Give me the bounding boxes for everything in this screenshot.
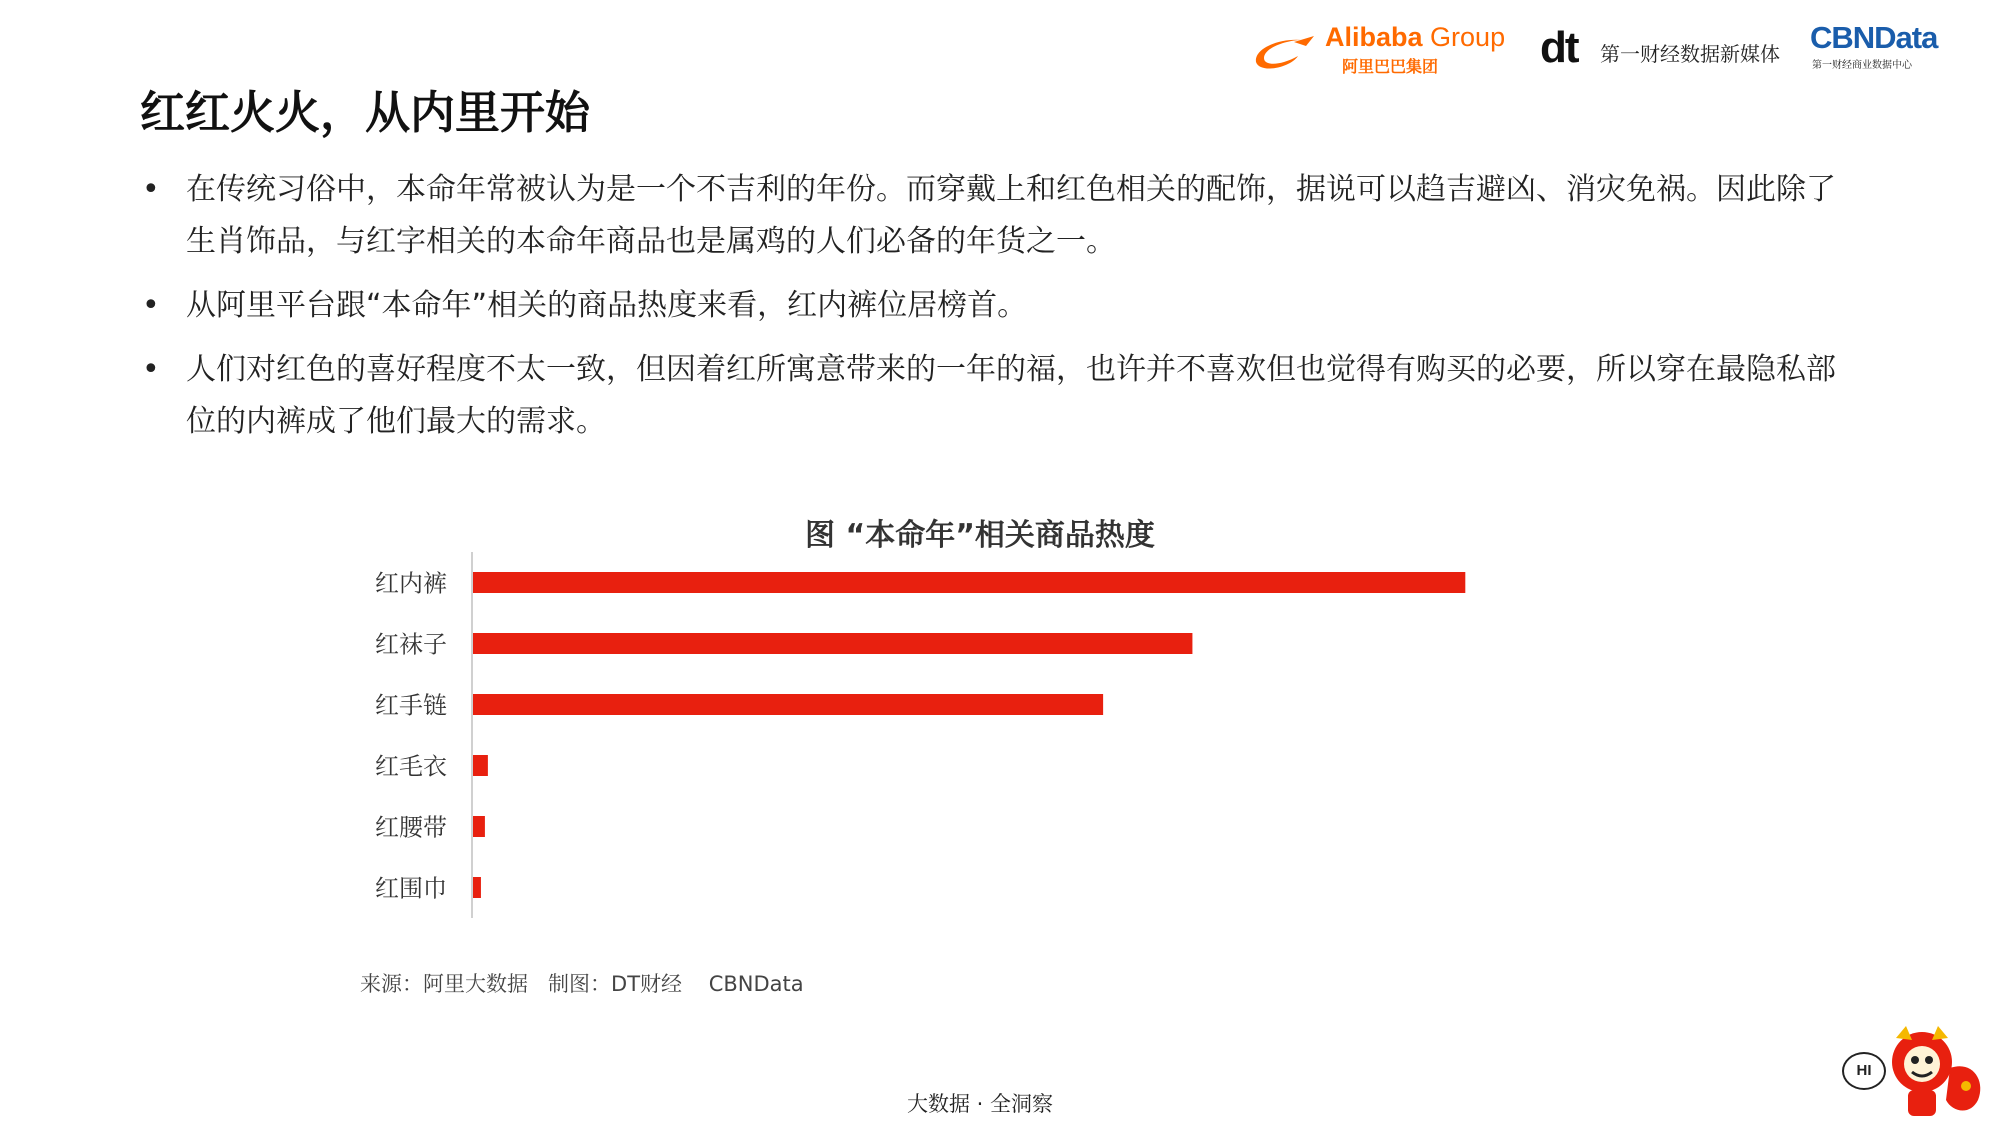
- category-label: 红手链: [375, 691, 447, 720]
- category-label: 红袜子: [375, 630, 447, 659]
- footer-tagline: 大数据 · 全洞察: [906, 1092, 1054, 1116]
- cbn-mark: CBNData: [1810, 20, 1938, 55]
- bullet-dot: •: [142, 288, 160, 323]
- hi-bubble: HI: [1842, 1052, 1886, 1090]
- source-note: 来源：阿里大数据 制图：DT财经 CBNData: [360, 972, 804, 996]
- chart-title: 图 “本命年”相关商品热度: [805, 518, 1155, 553]
- category-label: 红毛衣: [375, 752, 447, 781]
- alibaba-cn-name: 阿里巴巴集团: [1342, 57, 1439, 76]
- page-title: 红红火火，从内里开始: [140, 86, 591, 139]
- category-label: 红内裤: [375, 569, 447, 598]
- bullet-text: 在传统习俗中，本命年常被认为是一个不吉利的年份。而穿戴上和红色相关的配饰，据说可以趋吉避凶、消灾免祸。因此除了生肖饰品，与红字相关的本命年商品也是属鸡的人们必备的年货之一。: [186, 172, 1836, 259]
- category-label: 红围巾: [375, 874, 447, 903]
- lion-dance-mascot: [1842, 1020, 1992, 1120]
- alibaba-name: Alibaba: [1325, 22, 1423, 52]
- dt-text: 第一财经数据新媒体: [1600, 42, 1780, 66]
- bullet-dot: •: [142, 352, 160, 387]
- lion-mascot-icon: [1882, 1020, 1992, 1120]
- bar-红内裤: [473, 572, 1465, 593]
- bullet-dot: •: [142, 172, 160, 207]
- bar-红毛衣: [473, 755, 488, 776]
- bullet-text: 人们对红色的喜好程度不太一致，但因着红所寓意带来的一年的福，也许并不喜欢但也觉得有购买的必要，所以穿在最隐私部位的内裤成了他们最大的需求。: [186, 352, 1836, 439]
- cbn-sub: 第一财经商业数据中心: [1812, 60, 1912, 71]
- bar-红袜子: [473, 633, 1192, 654]
- bullet-text: 从阿里平台跟“本命年”相关的商品热度来看，红内裤位居榜首。: [186, 288, 1028, 323]
- category-label: 红腰带: [375, 813, 447, 842]
- dt-mark: dt: [1540, 23, 1578, 72]
- bar-红腰带: [473, 816, 485, 837]
- bar-红手链: [473, 694, 1103, 715]
- bar-红围巾: [473, 877, 481, 898]
- alibaba-group: Group: [1430, 22, 1506, 52]
